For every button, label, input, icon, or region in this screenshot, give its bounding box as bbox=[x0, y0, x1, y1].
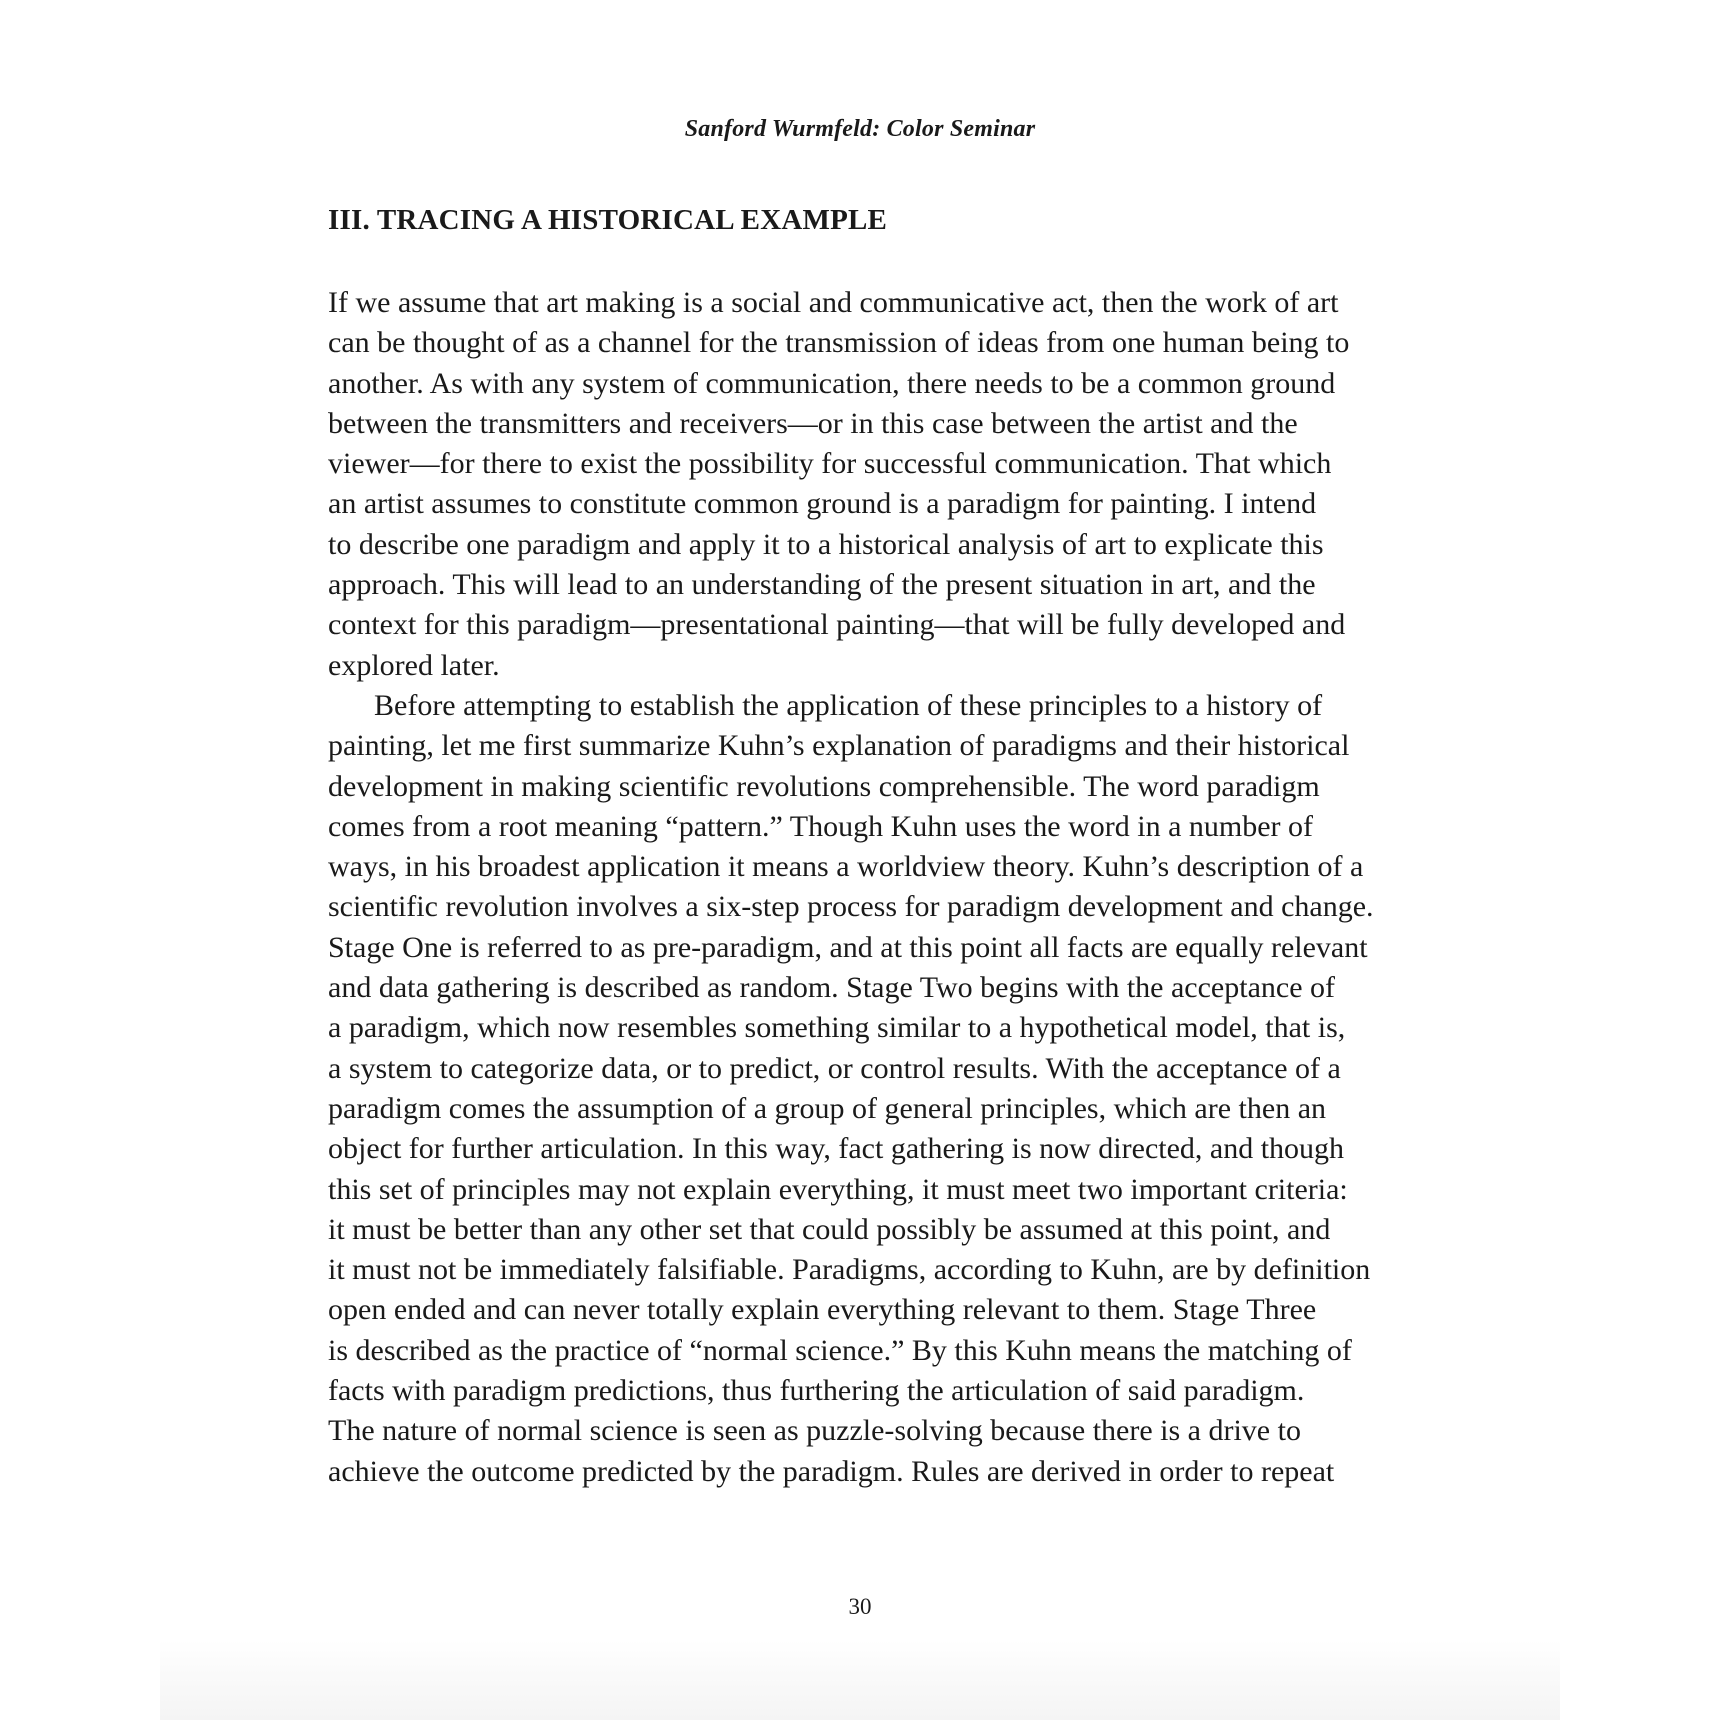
body-line: it must not be immediately falsifiable. Paradigms, according to Kuhn, are by definition bbox=[328, 1253, 1371, 1287]
body-line: ways, in his broadest application it means a worldview theory. Kuhn’s description of a bbox=[328, 850, 1364, 884]
body-text bbox=[328, 283, 1408, 1492]
body-line: to describe one paradigm and apply it to a historical analysis of art to explicate this bbox=[328, 527, 1324, 561]
body-line: an artist assumes to constitute common ground is a paradigm for painting. I intend bbox=[328, 487, 1317, 521]
body-line: a paradigm, which now resembles something similar to a hypothetical model, that is, bbox=[328, 1011, 1346, 1045]
body-line: facts with paradigm predictions, thus furthering the articulation of said paradigm. bbox=[328, 1374, 1305, 1408]
paragraph-start-line: Before attempting to establish the application of these principles to a history of bbox=[374, 688, 1323, 722]
body-line: approach. This will lead to an understanding of the present situation in art, and the bbox=[328, 568, 1316, 602]
body-line: painting, let me first summarize Kuhn’s explanation of paradigms and their historical bbox=[328, 729, 1350, 763]
body-line: explored later. bbox=[328, 648, 500, 682]
body-line: can be thought of as a channel for the transmission of ideas from one human being to bbox=[328, 326, 1350, 360]
running-head: Sanford Wurmfeld: Color Seminar bbox=[684, 116, 1036, 142]
section-heading: III. TRACING A HISTORICAL EXAMPLE bbox=[328, 204, 888, 236]
body-line: The nature of normal science is seen as puzzle-solving because there is a drive to bbox=[328, 1414, 1301, 1448]
body-line: Stage One is referred to as pre-paradigm, and at this point all facts are equally relevant bbox=[328, 930, 1368, 964]
body-line: and data gathering is described as random. Stage Two begins with the acceptance of bbox=[328, 971, 1336, 1005]
body-line: paradigm comes the assumption of a group of general principles, which are then an bbox=[328, 1091, 1327, 1125]
body-line: viewer—for there to exist the possibility for successful communication. That which bbox=[328, 447, 1332, 481]
body-line: a system to categorize data, or to predict, or control results. With the acceptance of a bbox=[328, 1051, 1341, 1085]
body-line: another. As with any system of communication, there needs to be a common ground bbox=[328, 366, 1336, 400]
body-line: development in making scientific revolutions comprehensible. The word paradigm bbox=[328, 769, 1320, 803]
body-line: open ended and can never totally explain everything relevant to them. Stage Three bbox=[328, 1293, 1317, 1327]
page-number: 30 bbox=[848, 1594, 872, 1619]
body-line: scientific revolution involves a six-step process for paradigm development and change. bbox=[328, 890, 1374, 924]
body-line: comes from a root meaning “pattern.” Though Kuhn uses the word in a number of bbox=[328, 809, 1314, 843]
body-line: between the transmitters and receivers—or in this case between the artist and the bbox=[328, 406, 1298, 440]
body-line: achieve the outcome predicted by the paradigm. Rules are derived in order to repeat bbox=[328, 1454, 1335, 1488]
body-line: this set of principles may not explain everything, it must meet two important criteria: bbox=[328, 1172, 1348, 1206]
body-line: it must be better than any other set that could possibly be assumed at this point, and bbox=[328, 1212, 1331, 1246]
body-line: If we assume that art making is a social and communicative act, then the work of art bbox=[328, 286, 1339, 319]
body-line: context for this paradigm—presentational painting—that will be fully developed and bbox=[328, 608, 1346, 642]
body-line: object for further articulation. In this way, fact gathering is now directed, and though bbox=[328, 1132, 1345, 1166]
body-line: is described as the practice of “normal science.” By this Kuhn means the matching of bbox=[328, 1333, 1352, 1367]
page-edge-shadow bbox=[160, 1640, 1560, 1720]
